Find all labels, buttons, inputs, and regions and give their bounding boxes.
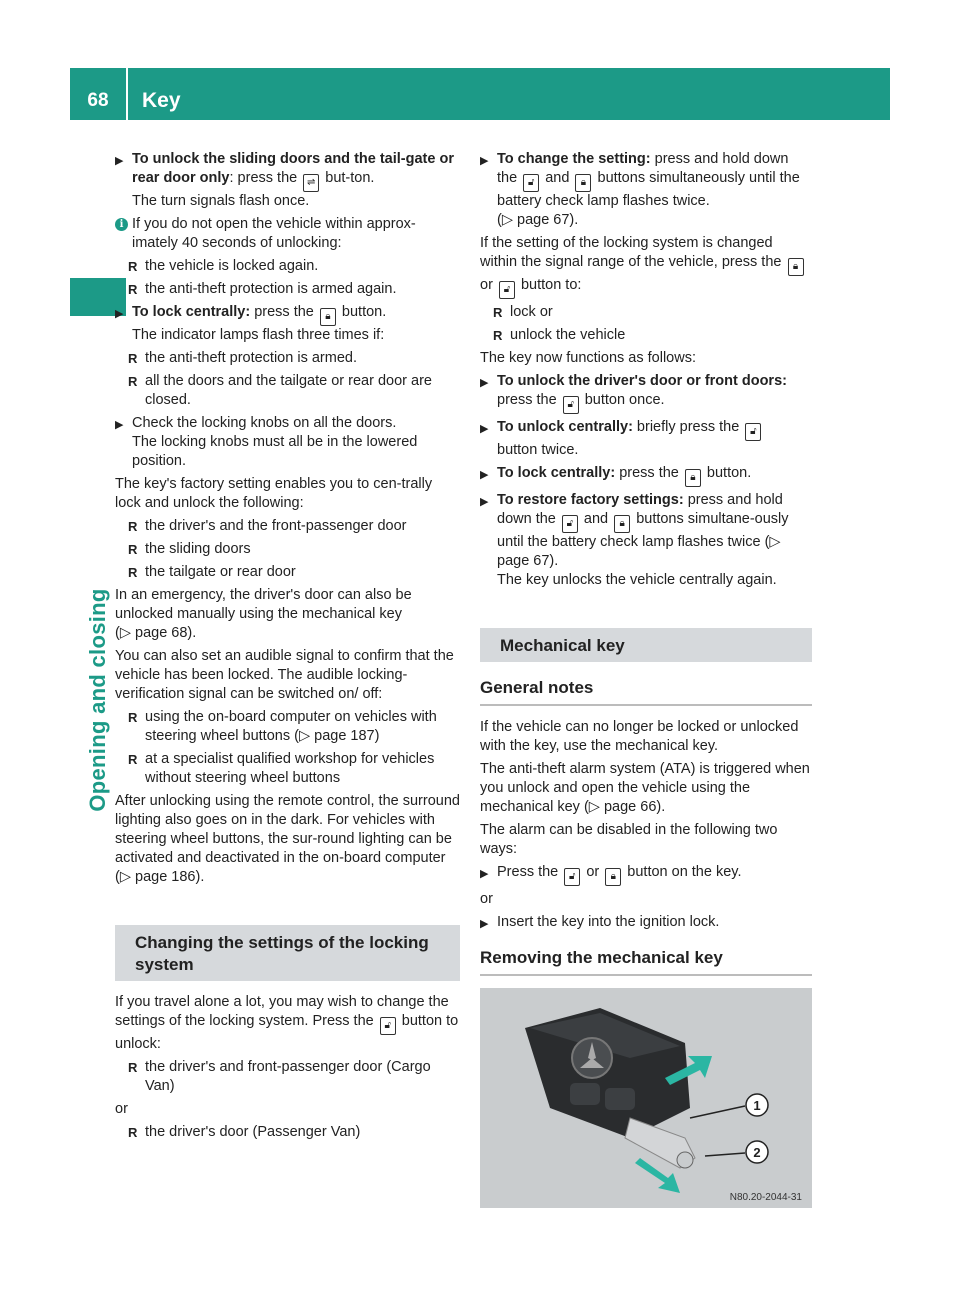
bullet-icon: R — [128, 519, 138, 534]
step-text: : press the — [229, 170, 298, 186]
step-text: buttons simultaneously until the battery check lamp flashes twice. — [497, 170, 800, 209]
step-text: Check the locking knobs on all the doors. — [132, 415, 397, 431]
step-text: Press the — [497, 864, 559, 880]
list-item-text: lock or — [510, 304, 553, 320]
page-title: Key — [142, 89, 181, 112]
step-arrow-icon: ▶ — [115, 155, 124, 167]
paragraph — [115, 586, 460, 643]
step-arrow-icon: ▶ — [480, 868, 489, 880]
sidebar-section-label: Opening and closing — [85, 588, 110, 812]
padlock-open-icon: 🔓︎ — [380, 1017, 396, 1035]
padlock-closed-icon: 🔒︎ — [320, 308, 336, 326]
list-item — [128, 1123, 460, 1142]
step-result: The indicator lamps flash three times if: — [132, 327, 385, 343]
list-item — [128, 563, 460, 582]
step-check-knobs — [115, 414, 460, 471]
subsection-heading: Removing the mechanical key — [480, 948, 812, 976]
bullet-icon: R — [128, 351, 138, 366]
paragraph: The alarm can be disabled in the following two ways: — [480, 822, 778, 857]
page-reference-link[interactable]: (▷ page 67). — [497, 212, 579, 228]
list-item — [128, 750, 460, 788]
step-text: button. — [341, 304, 387, 320]
step-unlock-centrally — [480, 418, 812, 460]
paragraph-text: or — [480, 277, 493, 293]
step-title: To change the setting: — [497, 151, 651, 167]
padlock-open-icon: 🔓︎ — [523, 174, 539, 192]
padlock-open-icon: 🔓︎ — [499, 281, 515, 299]
left-column — [115, 150, 460, 1146]
key-drawing — [480, 988, 812, 1208]
page-reference-link[interactable]: (▷ page 68). — [115, 625, 197, 641]
padlock-closed-icon: 🔒︎ — [605, 868, 621, 886]
list-item-text: the driver's and front-passenger door (Cargo Van) — [145, 1059, 431, 1094]
list-item — [128, 708, 460, 746]
bullet-icon: R — [493, 328, 503, 343]
info-icon: i — [115, 218, 128, 231]
list-item-text: the anti-theft protection is armed. — [145, 350, 357, 366]
bullet-icon: R — [493, 305, 503, 320]
paragraph-text: If the setting of the locking system is changed within the signal range of the vehicle, press the — [480, 235, 782, 270]
list-item-text: all the doors and the tailgate or rear door are closed. — [145, 373, 432, 408]
step-text: but-ton. — [325, 170, 375, 186]
step-text: briefly press the — [632, 419, 740, 435]
info-note — [115, 215, 460, 253]
list-item-text: the tailgate or rear door — [145, 564, 296, 580]
list-item-text: the sliding doors — [145, 541, 251, 557]
step-text: button on the key. — [627, 864, 742, 880]
step-title: To lock centrally: — [497, 465, 616, 481]
step-text: press the — [497, 392, 557, 408]
padlock-open-icon: 🔓︎ — [563, 396, 579, 414]
list-item — [128, 349, 460, 368]
key-illustration — [480, 988, 812, 1208]
step-arrow-icon: ▶ — [480, 469, 489, 481]
bullet-icon: R — [128, 259, 138, 274]
step-arrow-icon: ▶ — [115, 308, 124, 320]
step-text: button once. — [584, 392, 665, 408]
bullet-icon: R — [128, 282, 138, 297]
step-text: press the — [615, 465, 679, 481]
padlock-open-icon: 🔓︎ — [564, 868, 580, 886]
step-title: To unlock the driver's door or front doors: — [497, 373, 787, 389]
page-header — [70, 68, 890, 120]
step-change-setting — [480, 150, 812, 230]
padlock-closed-icon: 🔒︎ — [685, 469, 701, 487]
step-text: or — [586, 864, 600, 880]
paragraph: You can also set an audible signal to confirm that the vehicle has been locked. The audible locking-verification signal can be switched on/ off: — [115, 648, 454, 702]
padlock-open-icon: 🔓︎ — [562, 515, 578, 533]
paragraph — [480, 234, 812, 299]
paragraph-text: In an emergency, the driver's door can also be unlocked manually using the mechanical key — [115, 587, 412, 622]
list-item-text: using the on-board computer on vehicles with steering wheel buttons (▷ page 187) — [145, 709, 437, 744]
padlock-open-icon: 🔓︎ — [745, 423, 761, 441]
step-press-button — [480, 863, 812, 886]
paragraph-text: button to: — [520, 277, 582, 293]
step-text: button twice. — [497, 442, 579, 458]
paragraph: or — [480, 891, 493, 907]
list-item — [128, 372, 460, 410]
paragraph: The key's factory setting enables you to cen-trally lock and unlock the following: — [115, 476, 433, 511]
tailgate-icon: ⇌ — [303, 174, 319, 192]
step-insert-key — [480, 913, 812, 932]
note-text: If you do not open the vehicle within approx-imately 40 seconds of unlocking: — [132, 216, 416, 251]
step-lock-centrally — [480, 464, 812, 487]
step-text: Insert the key into the ignition lock. — [497, 914, 720, 930]
list-item — [493, 326, 812, 345]
right-column — [480, 150, 812, 1208]
page-number: 68 — [87, 90, 109, 111]
figure-code: N80.20-2044-31 — [729, 1192, 802, 1203]
paragraph — [115, 993, 460, 1054]
paragraph: The key now functions as follows: — [480, 350, 696, 366]
list-item-text: the vehicle is locked again. — [145, 258, 319, 274]
step-text: press the — [250, 304, 314, 320]
list-item — [128, 257, 460, 276]
step-arrow-icon: ▶ — [480, 377, 489, 389]
callout-2-label: 2 — [753, 1145, 761, 1160]
step-lock-centrally — [115, 303, 460, 345]
step-text: press and hold down the — [497, 492, 783, 527]
paragraph: If the vehicle can no longer be locked or unlocked with the key, use the mechanical key. — [480, 719, 799, 754]
callout-1-label: 1 — [753, 1098, 761, 1113]
list-item-text: unlock the vehicle — [510, 327, 626, 343]
step-result: The locking knobs must all be in the lowered position. — [132, 434, 418, 469]
padlock-closed-icon: 🔒︎ — [575, 174, 591, 192]
paragraph: The anti-theft alarm system (ATA) is triggered when you unlock and open the vehicle using the mechanical key (▷ page 66). — [480, 761, 810, 815]
step-text: and — [545, 170, 570, 186]
bullet-icon: R — [128, 374, 138, 389]
bullet-icon: R — [128, 542, 138, 557]
step-title: To lock centrally: — [132, 304, 251, 320]
step-text: button. — [706, 465, 752, 481]
section-heading: Changing the settings of the locking system — [115, 925, 460, 981]
list-item — [493, 303, 812, 322]
list-item-text: the driver's and the front-passenger door — [145, 518, 407, 534]
step-text: buttons simultane-ously until the battery check lamp flashes twice (▷ page 67). — [497, 511, 789, 569]
step-result: The key unlocks the vehicle centrally again. — [497, 572, 777, 588]
padlock-closed-icon: 🔒︎ — [614, 515, 630, 533]
bullet-icon: R — [128, 1125, 138, 1140]
step-arrow-icon: ▶ — [115, 419, 124, 431]
subsection-heading: General notes — [480, 678, 812, 706]
bullet-icon: R — [128, 752, 138, 767]
list-item — [128, 540, 460, 559]
bullet-icon: R — [128, 1060, 138, 1075]
header-divider — [126, 68, 128, 120]
list-item-text: at a specialist qualified workshop for vehicles without steering wheel buttons — [145, 751, 435, 786]
step-arrow-icon: ▶ — [480, 155, 489, 167]
list-item — [128, 280, 460, 299]
paragraph: or — [115, 1101, 128, 1117]
step-result: The turn signals flash once. — [132, 193, 310, 209]
step-arrow-icon: ▶ — [480, 918, 489, 930]
step-title: To unlock centrally: — [497, 419, 633, 435]
step-arrow-icon: ▶ — [480, 496, 489, 508]
bullet-icon: R — [128, 710, 138, 725]
bullet-icon: R — [128, 565, 138, 580]
paragraph: After unlocking using the remote control, the surround lighting also goes on in the dark. For vehicles with steering wheel buttons, the sur-round lighting can be activated and deactivated in the on-board computer (▷ page 186). — [115, 793, 460, 885]
section-heading: Mechanical key — [480, 628, 812, 662]
step-title: To unlock the sliding doors and the tail-gate or rear door only — [132, 151, 454, 186]
list-item-text: the driver's door (Passenger Van) — [145, 1124, 361, 1140]
padlock-closed-icon: 🔒︎ — [788, 258, 804, 276]
step-restore-factory — [480, 491, 812, 590]
step-unlock-driver — [480, 372, 812, 414]
step-unlock-sliding — [115, 150, 460, 211]
step-title: To restore factory settings: — [497, 492, 684, 508]
step-text: and — [583, 511, 609, 527]
paragraph-text: If you travel alone a lot, you may wish to change the settings of the locking system. Press the — [115, 994, 449, 1029]
list-item-text: the anti-theft protection is armed again. — [145, 281, 397, 297]
step-arrow-icon: ▶ — [480, 423, 489, 435]
list-item — [128, 1058, 460, 1096]
list-item — [128, 517, 460, 536]
paragraph-text: button to unlock: — [115, 1013, 459, 1052]
step-text: press and hold down the — [497, 151, 789, 186]
